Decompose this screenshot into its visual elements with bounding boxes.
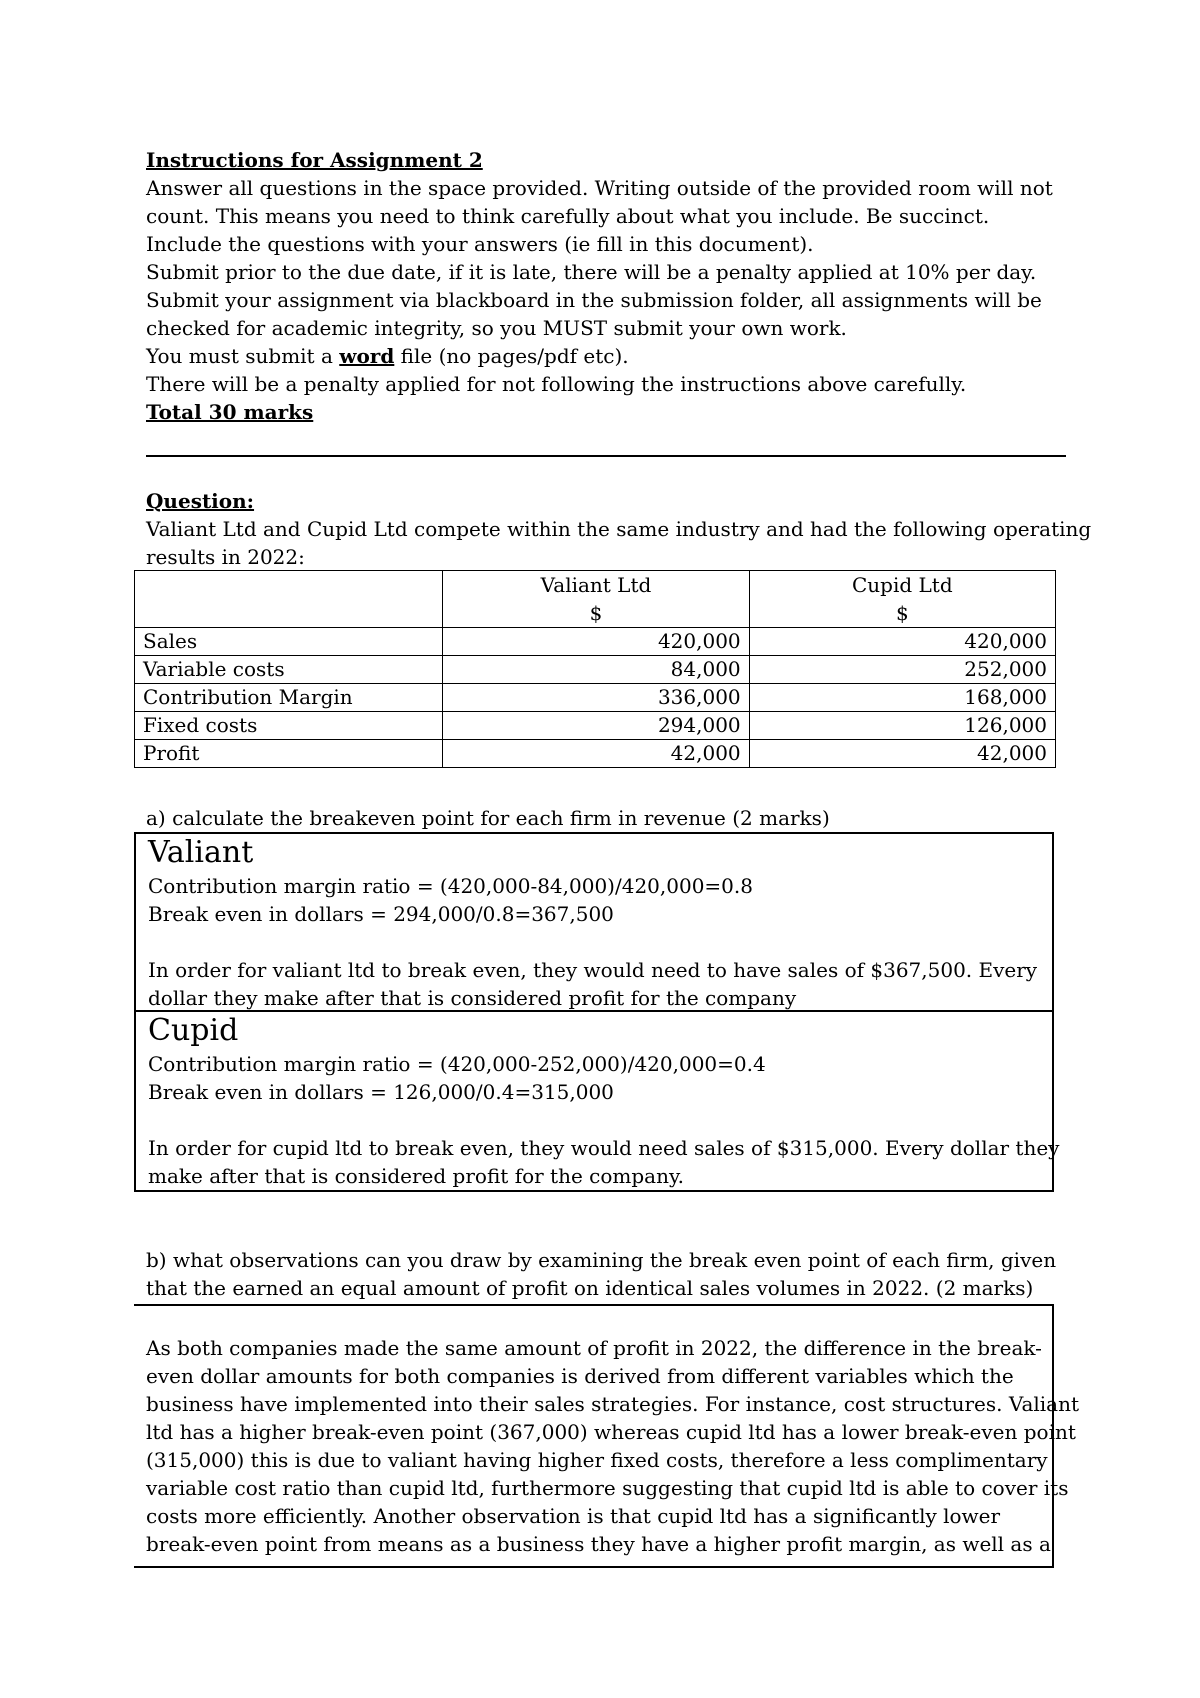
table-header-valiant xyxy=(443,571,749,628)
col-cupid-name: Cupid Ltd xyxy=(851,573,953,597)
cupid-value: 420,000 xyxy=(749,628,1055,656)
operating-results-table xyxy=(134,570,1056,768)
word-file-instruction xyxy=(146,342,1066,370)
blank-line xyxy=(148,1106,1040,1134)
col-cupid-currency: $ xyxy=(895,601,909,625)
word-emphasis: word xyxy=(339,344,395,368)
valiant-cm-ratio: Contribution margin ratio = (420,000-84,000)/420,000=0.8 xyxy=(148,874,753,898)
valiant-value: 84,000 xyxy=(443,656,749,684)
instructions-section xyxy=(146,146,1066,426)
valiant-value: 294,000 xyxy=(443,712,749,740)
row-label: Contribution Margin xyxy=(135,684,443,712)
answer-line: ltd has a higher break-even point (367,000) whereas cupid ltd has a lower break-even point xyxy=(146,1420,1076,1444)
cupid-value: 252,000 xyxy=(749,656,1055,684)
answer-box-part-b[interactable] xyxy=(134,1304,1080,1568)
table-row xyxy=(135,656,1056,684)
blank-line xyxy=(146,1306,1040,1334)
question-heading: Question: xyxy=(146,489,255,513)
row-label: Sales xyxy=(135,628,443,656)
table-header-row xyxy=(135,571,1056,628)
valiant-explanation: In order for valiant ltd to break even, they would need to have sales of $367,500. Every xyxy=(148,958,1038,982)
table-header-empty xyxy=(135,571,443,628)
question-intro-line: results in 2022: xyxy=(146,545,305,569)
table-row xyxy=(135,740,1056,768)
valiant-answer-title: Valiant xyxy=(148,835,254,870)
cupid-cm-ratio: Contribution margin ratio = (420,000-252,000)/420,000=0.4 xyxy=(148,1052,766,1076)
cupid-value: 42,000 xyxy=(749,740,1055,768)
cupid-explanation: make after that is considered profit for the company. xyxy=(148,1164,684,1188)
part-b-question-line: b) what observations can you draw by examining the break even point of each firm, given xyxy=(146,1248,1057,1272)
answer-line: costs more efficiently. Another observation is that cupid ltd has a significantly lower xyxy=(146,1504,1001,1528)
table-row xyxy=(135,684,1056,712)
row-label: Profit xyxy=(135,740,443,768)
answer-line: As both companies made the same amount of profit in 2022, the difference in the break- xyxy=(146,1336,1042,1360)
table-row xyxy=(135,712,1056,740)
instruction-line: Include the questions with your answers (ie fill in this document). xyxy=(146,232,814,256)
table-header-cupid xyxy=(749,571,1055,628)
answer-line: even dollar amounts for both companies is derived from different variables which the xyxy=(146,1364,1014,1388)
instruction-line: count. This means you need to think carefully about what you include. Be succinct. xyxy=(146,204,990,228)
instructions-title: Instructions for Assignment 2 xyxy=(146,148,483,172)
cupid-explanation: In order for cupid ltd to break even, they would need sales of $315,000. Every dollar they xyxy=(148,1136,1060,1160)
valiant-value: 420,000 xyxy=(443,628,749,656)
word-line-post: file (no pages/pdf etc). xyxy=(394,344,629,368)
word-line-pre: You must submit a xyxy=(146,344,340,368)
valiant-value: 42,000 xyxy=(443,740,749,768)
valiant-break-even: Break even in dollars = 294,000/0.8=367,500 xyxy=(148,902,614,926)
answer-box-cupid[interactable] xyxy=(134,1010,1060,1192)
penalty-line: There will be a penalty applied for not following the instructions above carefully. xyxy=(146,372,967,396)
question-intro-line: Valiant Ltd and Cupid Ltd compete within the same industry and had the following operating xyxy=(146,517,1092,541)
valiant-value: 336,000 xyxy=(443,684,749,712)
part-b-question-line: that the earned an equal amount of profit on identical sales volumes in 2022. (2 marks) xyxy=(146,1276,1034,1300)
answer-line: business have implemented into their sales strategies. For instance, cost structures. Valiant xyxy=(146,1392,1080,1416)
instruction-line: checked for academic integrity, so you MUST submit your own work. xyxy=(146,316,847,340)
cupid-break-even: Break even in dollars = 126,000/0.4=315,000 xyxy=(148,1080,614,1104)
section-divider xyxy=(146,455,1066,457)
part-a-question: a) calculate the breakeven point for each firm in revenue (2 marks) xyxy=(146,806,830,830)
cupid-answer-title: Cupid xyxy=(148,1013,239,1048)
answer-box-valiant[interactable] xyxy=(134,832,1054,1012)
valiant-explanation: dollar they make after that is considered profit for the company xyxy=(148,986,797,1010)
table-row xyxy=(135,628,1056,656)
instruction-line: Submit prior to the due date, if it is late, there will be a penalty applied at 10% per day. xyxy=(146,260,1037,284)
answer-line: break-even point from means as a business they have a higher profit margin, as well as a xyxy=(146,1532,1051,1556)
col-valiant-currency: $ xyxy=(589,601,603,625)
total-marks: Total 30 marks xyxy=(146,400,314,424)
answer-line: variable cost ratio than cupid ltd, furthermore suggesting that cupid ltd is able to cover its xyxy=(146,1476,1069,1500)
answer-line: (315,000) this is due to valiant having higher fixed costs, therefore a less complimentary xyxy=(146,1448,1048,1472)
question-intro xyxy=(146,487,1092,571)
cupid-value: 126,000 xyxy=(749,712,1055,740)
col-valiant-name: Valiant Ltd xyxy=(540,573,652,597)
row-label: Fixed costs xyxy=(135,712,443,740)
cupid-value: 168,000 xyxy=(749,684,1055,712)
instruction-line: Answer all questions in the space provided. Writing outside of the provided room will not xyxy=(146,176,1053,200)
instruction-line: Submit your assignment via blackboard in the submission folder, all assignments will be xyxy=(146,288,1042,312)
blank-line xyxy=(148,928,1040,956)
part-b-question xyxy=(146,1246,1056,1302)
row-label: Variable costs xyxy=(135,656,443,684)
